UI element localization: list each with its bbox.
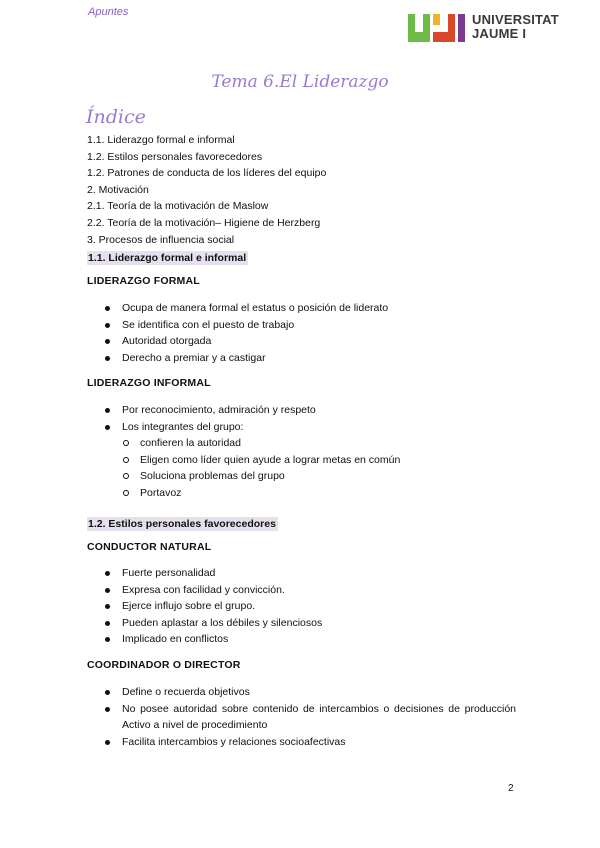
toc-item[interactable]: 1.2. Estilos personales favorecedores bbox=[87, 150, 263, 163]
list-item: Expresa con facilidad y convicción. bbox=[104, 582, 516, 599]
logo-text bbox=[472, 13, 559, 41]
logo-line-1: UNIVERSITAT bbox=[472, 12, 559, 27]
logo-line-2: JAUME I bbox=[472, 26, 527, 41]
sub-list-item: Soluciona problemas del grupo bbox=[104, 468, 516, 485]
page-number: 2 bbox=[508, 783, 514, 794]
toc-item[interactable]: 2.2. Teoría de la motivación– Higiene de Herzberg bbox=[87, 216, 321, 229]
informal-sub-list bbox=[104, 435, 516, 501]
toc-item[interactable]: 1.2. Patrones de conducta de los líderes del equipo bbox=[87, 167, 327, 180]
toc-item[interactable]: 2.1. Teoría de la motivación de Maslow bbox=[87, 200, 269, 213]
section-heading-highlight: 1.1. Liderazgo formal e informal bbox=[88, 252, 247, 264]
list-item: Ejerce influjo sobre el grupo. bbox=[104, 598, 516, 615]
conductor-heading: CONDUCTOR NATURAL bbox=[87, 541, 212, 553]
formal-heading: LIDERAZGO FORMAL bbox=[87, 275, 200, 287]
list-item: Por reconocimiento, admiración y respeto bbox=[104, 402, 516, 419]
sub-list-item: confieren la autoridad bbox=[104, 435, 516, 452]
list-item: Pueden aplastar a los débiles y silenciosos bbox=[104, 615, 516, 632]
sub-list-item: Eligen como líder quien ayude a lograr metas en común bbox=[104, 452, 516, 469]
uji-logo-mark-icon bbox=[408, 12, 466, 44]
header-label: Apuntes bbox=[88, 6, 129, 18]
coordinador-heading: COORDINADOR O DIRECTOR bbox=[87, 659, 241, 671]
informal-bullet-list bbox=[104, 402, 516, 435]
list-item: Autoridad otorgada bbox=[104, 333, 516, 350]
list-item: Facilita intercambios y relaciones socioafectivas bbox=[104, 734, 516, 751]
list-item: Fuerte personalidad bbox=[104, 565, 516, 582]
table-of-contents bbox=[87, 132, 326, 248]
list-item: Se identifica con el puesto de trabajo bbox=[104, 317, 516, 334]
formal-bullet-list bbox=[104, 300, 516, 366]
list-item: Ocupa de manera formal el estatus o posición de liderato bbox=[104, 300, 516, 317]
list-item: Implicado en conflictos bbox=[104, 631, 516, 648]
list-item: Derecho a premiar y a castigar bbox=[104, 350, 516, 367]
section-1-2-heading bbox=[87, 514, 278, 532]
section-1-1-heading bbox=[87, 248, 248, 266]
list-item: Los integrantes del grupo: bbox=[104, 419, 516, 436]
university-logo bbox=[408, 12, 578, 44]
page-title: Tema 6.El Liderazgo bbox=[211, 72, 389, 92]
toc-item[interactable]: 3. Procesos de influencia social bbox=[87, 233, 235, 246]
index-heading: Índice bbox=[86, 106, 146, 128]
section-heading-highlight: 1.2. Estilos personales favorecedores bbox=[88, 518, 276, 530]
toc-item[interactable]: 1.1. Liderazgo formal e informal bbox=[87, 134, 235, 146]
list-item: No posee autoridad sobre contenido de intercambios o decisiones de producción Activo a nivel de procedimiento bbox=[104, 701, 516, 734]
informal-heading: LIDERAZGO INFORMAL bbox=[87, 377, 211, 389]
conductor-bullet-list bbox=[104, 565, 516, 648]
sub-list-item: Portavoz bbox=[104, 485, 516, 502]
list-item: Define o recuerda objetivos bbox=[104, 684, 516, 701]
coordinador-bullet-list bbox=[104, 684, 516, 750]
toc-item[interactable]: 2. Motivación bbox=[87, 183, 149, 196]
